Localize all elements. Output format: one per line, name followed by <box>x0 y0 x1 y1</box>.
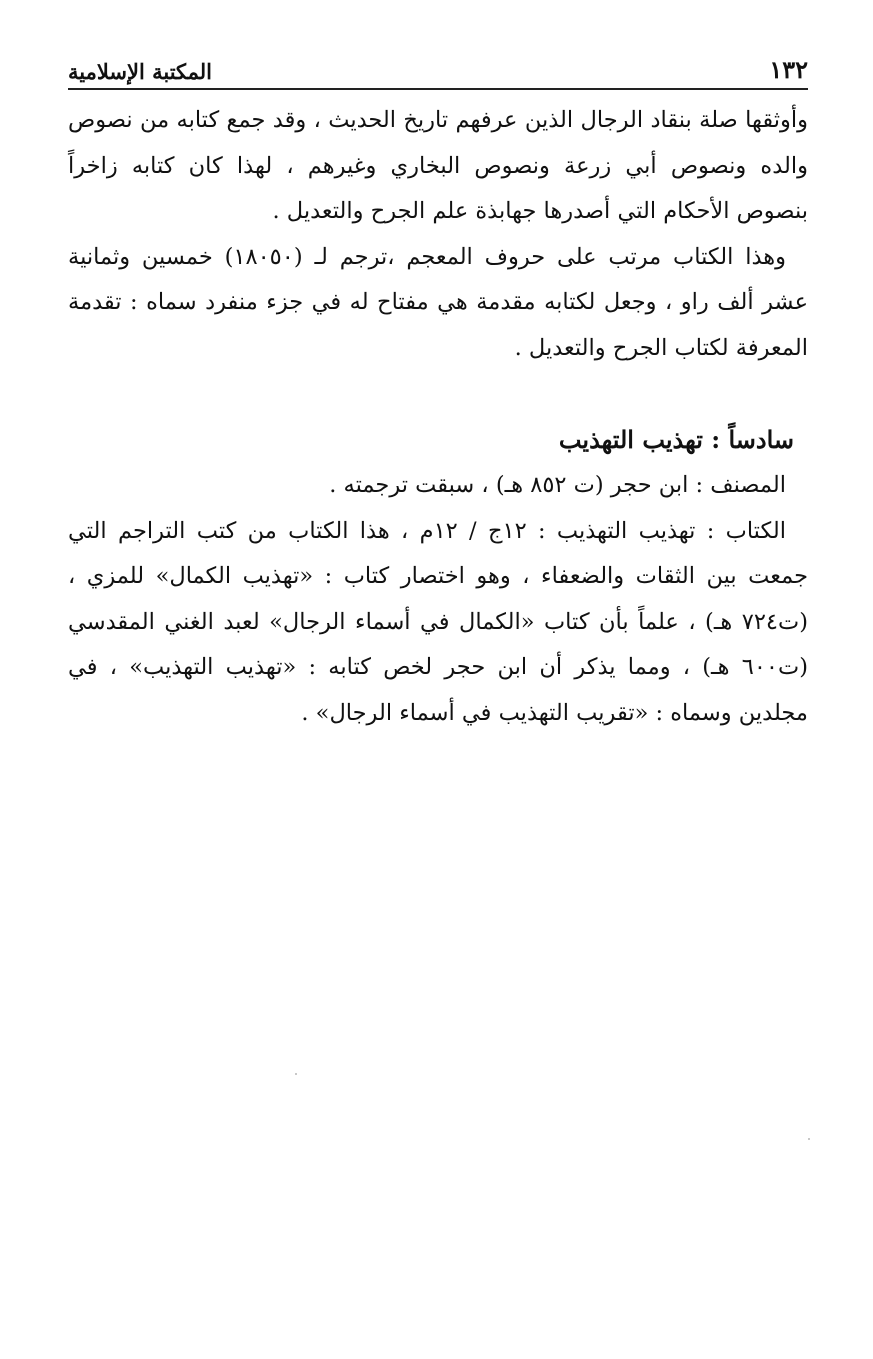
author-line: المصنف : ابن حجر (ت ٨٥٢ هـ) ، سبقت ترجمته . <box>329 472 786 498</box>
section-heading: سادساً : تهذيب التهذيب <box>558 425 794 454</box>
page-number: ١٣٢ <box>769 55 808 84</box>
scan-speck <box>808 1138 810 1140</box>
section-spacer <box>68 371 808 417</box>
page <box>68 48 808 736</box>
book-description: الكتاب : تهذيب التهذيب : ١٢ج / ١٢م ، هذا الكتاب من كتب التراجم التي جمعت بين الثقات والضعفاء ، وهو اختصار كتاب : «تهذيب الكمال» للمزي ، (ت٧٢٤ هـ) ، علماً بأن كتاب «الكمال في أسماء الرجال» لعبد الغني المقدسي (ت٦٠٠ هـ) ، ومما يذكر أن ابن حجر لخص كتابه : «تهذيب التهذيب» ، في مجلدين وسماه : «تقريب التهذيب في أسماء الرجال» . <box>68 517 808 726</box>
page-header <box>68 48 808 90</box>
paragraph-2: وهذا الكتاب مرتب على حروف المعجم ،ترجم لـ (١٨٠٥٠) خمسين وثمانية عشر ألف راو ، وجعل لكتابه مقدمة هي مفتاح له في جزء منفرد سماه : تقدمة المعرفة لكتاب الجرح والتعديل . <box>68 243 808 361</box>
publisher-name: المكتبة الإسلامية <box>68 59 212 84</box>
scan-speck <box>295 1073 297 1075</box>
page-body <box>68 98 808 736</box>
paragraph-1: وأوثقها صلة بنقاد الرجال الذين عرفهم تاريخ الحديث ، وقد جمع كتابه من نصوص والده ونصوص أبي زرعة ونصوص البخاري وغيرهم ، لهذا كان كتابه زاخراً بنصوص الأحكام التي أصدرها جهابذة علم الجرح والتعديل . <box>68 107 808 224</box>
